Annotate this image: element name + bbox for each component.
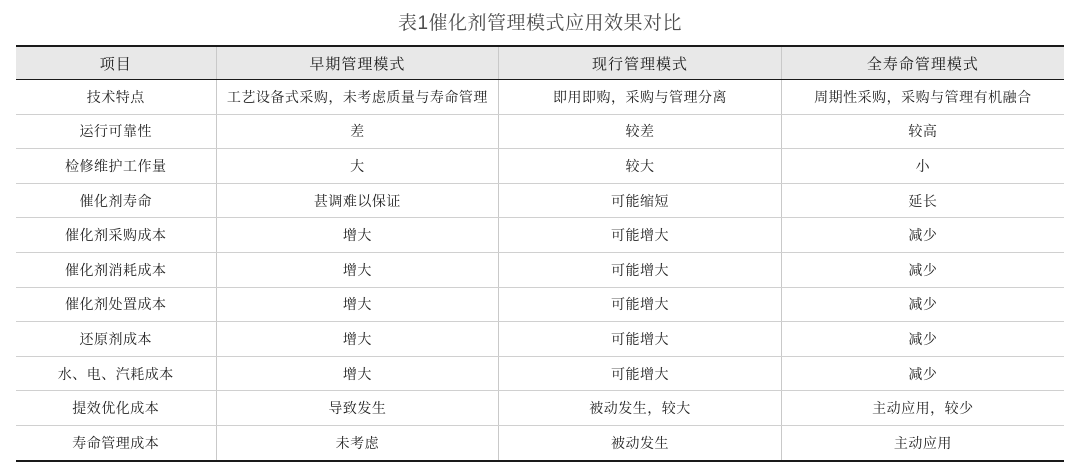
table-row (16, 252, 1064, 287)
column-header-lifecycle-mode: 全寿命管理模式 (781, 46, 1064, 80)
table-row (16, 183, 1064, 218)
table-header (16, 46, 1064, 80)
column-header-early-mode: 早期管理模式 (216, 46, 499, 80)
cell-early-mode: 增大 (216, 287, 499, 322)
table-row (16, 80, 1064, 115)
cell-early-mode: 工艺设备式采购，未考虑质量与寿命管理 (216, 80, 499, 115)
cell-lifecycle-mode: 主动应用，较少 (781, 391, 1064, 426)
table-row (16, 322, 1064, 357)
row-label: 还原剂成本 (16, 322, 216, 357)
cell-lifecycle-mode: 延长 (781, 183, 1064, 218)
cell-lifecycle-mode: 较高 (781, 114, 1064, 149)
table-row (16, 356, 1064, 391)
cell-current-mode: 可能缩短 (499, 183, 782, 218)
cell-lifecycle-mode: 减少 (781, 252, 1064, 287)
cell-early-mode: 大 (216, 149, 499, 184)
row-label: 催化剂采购成本 (16, 218, 216, 253)
cell-current-mode: 可能增大 (499, 322, 782, 357)
row-label: 寿命管理成本 (16, 425, 216, 460)
table-row (16, 391, 1064, 426)
cell-current-mode: 较大 (499, 149, 782, 184)
row-label: 检修维护工作量 (16, 149, 216, 184)
cell-early-mode: 未考虑 (216, 425, 499, 460)
cell-current-mode: 可能增大 (499, 356, 782, 391)
comparison-table (16, 45, 1064, 462)
row-label: 提效优化成本 (16, 391, 216, 426)
cell-lifecycle-mode: 减少 (781, 322, 1064, 357)
cell-early-mode: 甚调难以保证 (216, 183, 499, 218)
cell-early-mode: 增大 (216, 218, 499, 253)
table-row (16, 425, 1064, 460)
table-header-row (16, 46, 1064, 80)
cell-early-mode: 增大 (216, 356, 499, 391)
row-label: 催化剂寿命 (16, 183, 216, 218)
table-body (16, 80, 1064, 461)
cell-current-mode: 可能增大 (499, 252, 782, 287)
table-row (16, 114, 1064, 149)
table-row (16, 287, 1064, 322)
cell-lifecycle-mode: 主动应用 (781, 425, 1064, 460)
row-label: 水、电、汽耗成本 (16, 356, 216, 391)
cell-lifecycle-mode: 小 (781, 149, 1064, 184)
cell-lifecycle-mode: 减少 (781, 356, 1064, 391)
row-label: 催化剂消耗成本 (16, 252, 216, 287)
cell-current-mode: 被动发生 (499, 425, 782, 460)
table-row (16, 149, 1064, 184)
cell-lifecycle-mode: 减少 (781, 218, 1064, 253)
table-title: 表1催化剂管理模式应用效果对比 (397, 13, 683, 34)
column-header-item: 项目 (16, 46, 216, 80)
cell-early-mode: 增大 (216, 252, 499, 287)
cell-lifecycle-mode: 减少 (781, 287, 1064, 322)
cell-current-mode: 可能增大 (499, 287, 782, 322)
cell-current-mode: 可能增大 (499, 218, 782, 253)
table-row (16, 218, 1064, 253)
cell-current-mode: 被动发生，较大 (499, 391, 782, 426)
row-label: 催化剂处置成本 (16, 287, 216, 322)
row-label: 技术特点 (16, 80, 216, 115)
cell-early-mode: 差 (216, 114, 499, 149)
column-header-current-mode: 现行管理模式 (499, 46, 782, 80)
cell-early-mode: 导致发生 (216, 391, 499, 426)
row-label: 运行可靠性 (16, 114, 216, 149)
cell-current-mode: 较差 (499, 114, 782, 149)
cell-early-mode: 增大 (216, 322, 499, 357)
cell-current-mode: 即用即购，采购与管理分离 (499, 80, 782, 115)
cell-lifecycle-mode: 周期性采购，采购与管理有机融合 (781, 80, 1064, 115)
